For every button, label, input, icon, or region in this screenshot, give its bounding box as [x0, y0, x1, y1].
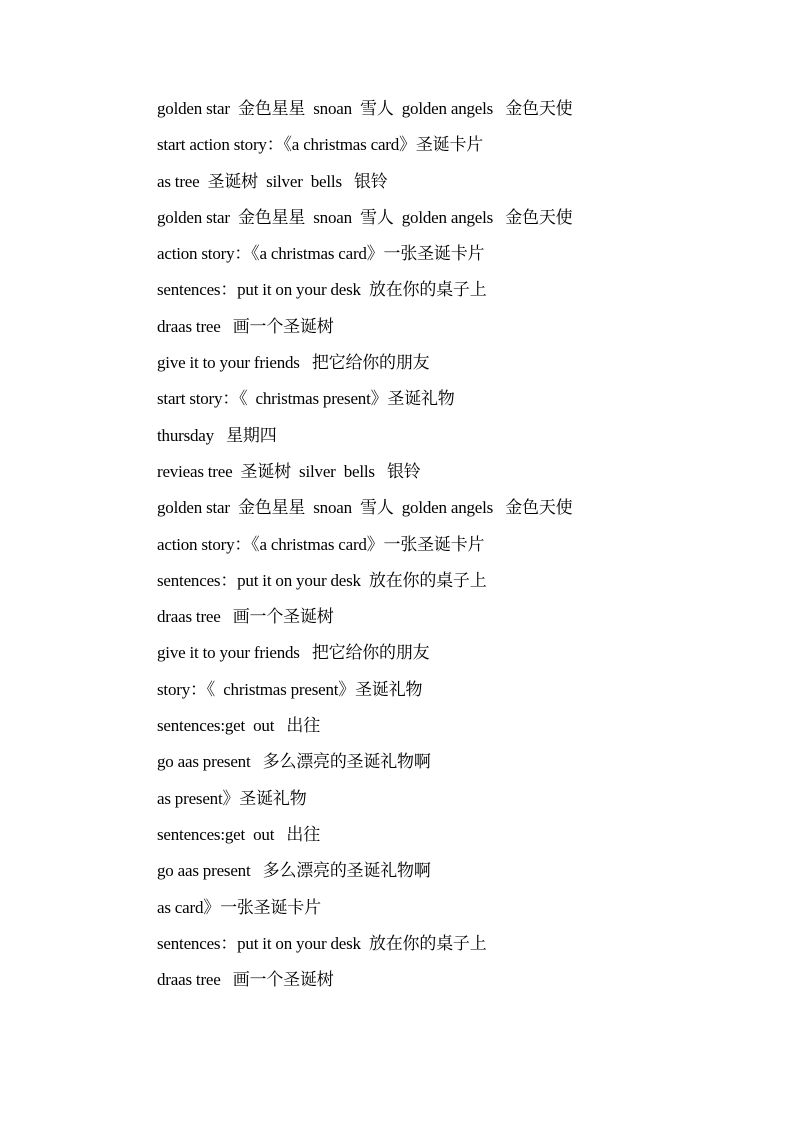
text-line: draas tree 画一个圣诞树	[157, 970, 334, 990]
text-line: go aas present 多么漂亮的圣诞礼物啊	[157, 752, 431, 772]
text-line: sentences:get out 出往	[157, 716, 321, 736]
text-line: golden star 金色星星 snoan 雪人 golden angels 金色天使	[157, 207, 573, 227]
text-line: start action story：《a christmas card》圣诞卡片	[157, 135, 484, 155]
text-line: draas tree 画一个圣诞树	[157, 316, 334, 336]
text-line: go aas present 多么漂亮的圣诞礼物啊	[157, 861, 431, 881]
text-lines	[157, 95, 717, 1002]
text-line: golden star 金色星星 snoan 雪人 golden angels 金色天使	[157, 99, 573, 118]
text-line: sentences:get out 出往	[157, 824, 321, 844]
text-line: give it to your friends 把它给你的朋友	[157, 353, 430, 373]
text-line: revieas tree 圣诞树 silver bells 银铃	[157, 461, 421, 481]
text-line: draas tree 画一个圣诞树	[157, 607, 334, 627]
text-line: action story：《a christmas card》一张圣诞卡片	[157, 534, 485, 554]
text-line: start story：《 christmas present》圣诞礼物	[157, 389, 455, 409]
text-line: as card》一张圣诞卡片	[157, 897, 321, 917]
text-line: sentences：put it on your desk 放在你的桌子上	[157, 280, 487, 300]
text-line: sentences：put it on your desk 放在你的桌子上	[157, 570, 487, 590]
text-line: story：《 christmas present》圣诞礼物	[157, 679, 423, 699]
text-line: thursday 星期四	[157, 425, 277, 445]
text-line: action story：《a christmas card》一张圣诞卡片	[157, 244, 485, 264]
text-line: as tree 圣诞树 silver bells 银铃	[157, 171, 388, 191]
text-line: golden star 金色星星 snoan 雪人 golden angels 金色天使	[157, 498, 573, 518]
text-line: as present》圣诞礼物	[157, 788, 307, 808]
text-line: sentences：put it on your desk 放在你的桌子上	[157, 933, 487, 953]
text-line: give it to your friends 把它给你的朋友	[157, 643, 430, 663]
